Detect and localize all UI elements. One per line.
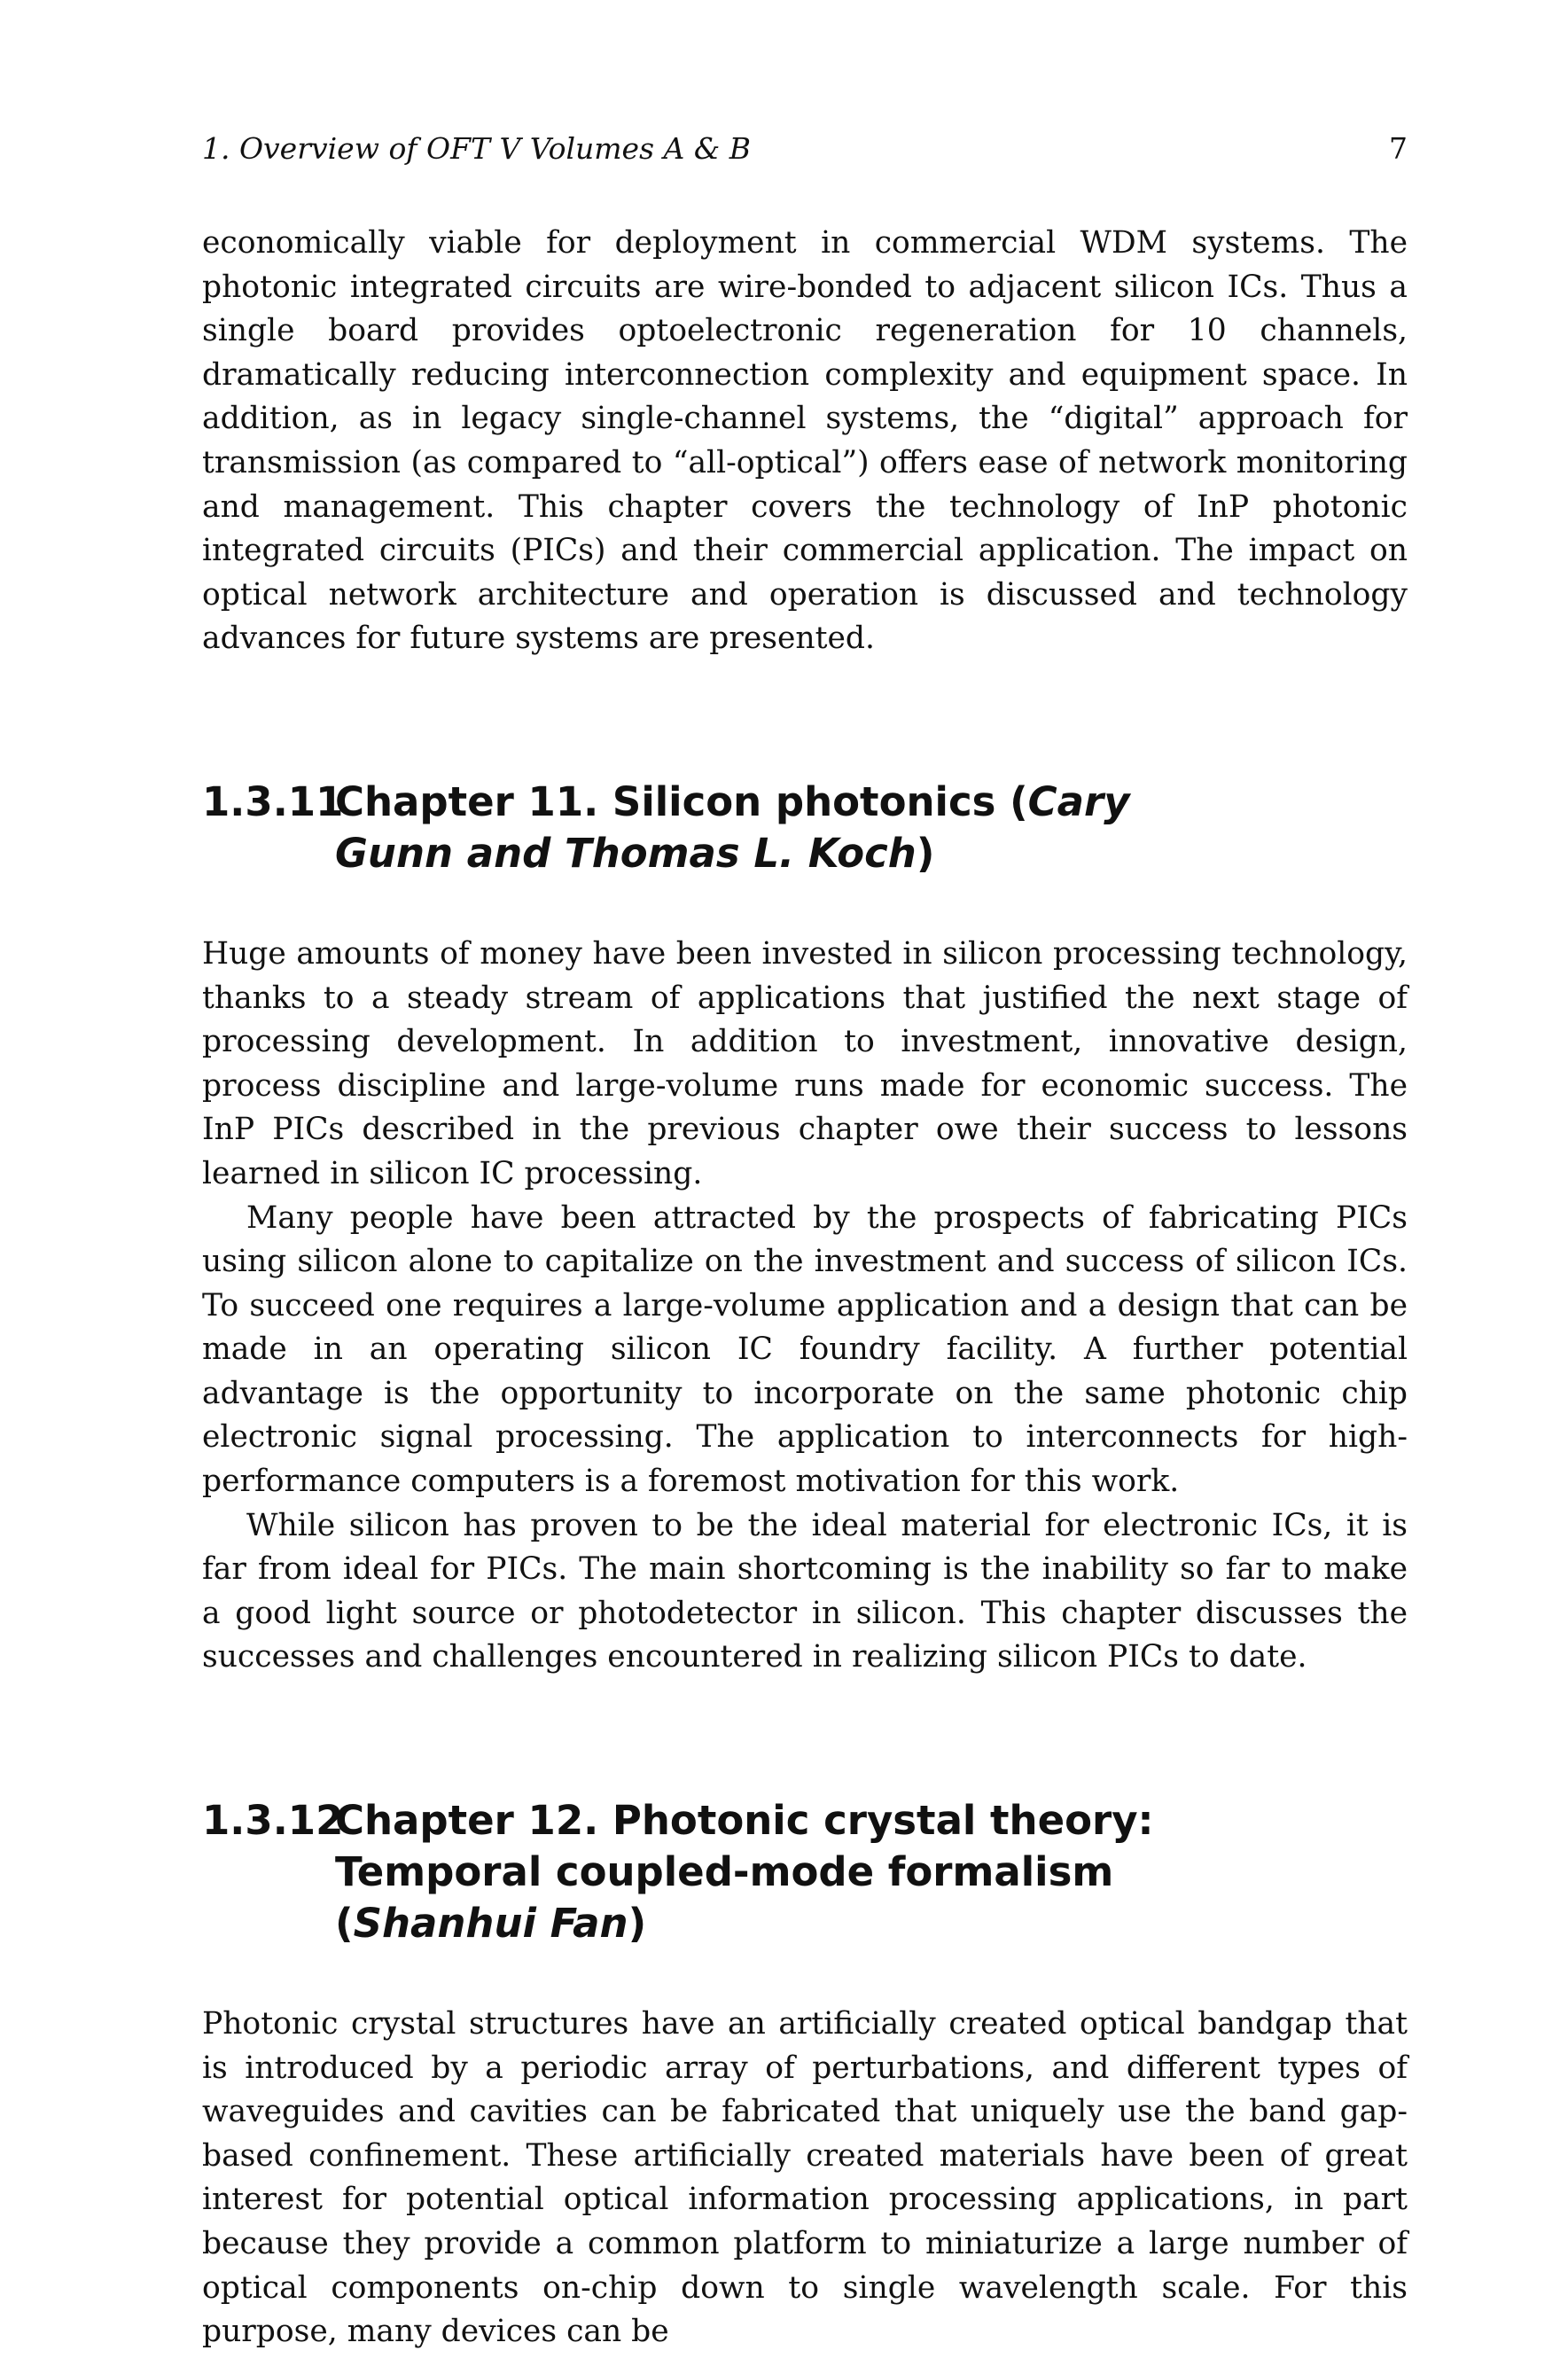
section-title (335, 777, 1408, 879)
paragraph: Many people have been attracted by the prospects of fabricating PICs using silicon alone to capitalize on the investment and success of silicon ICs. To succeed one requires a large-volume application and a design that can be made in an operating silicon IC foundry facility. A further potential advantage is the opportunity to incorporate on the same photonic chip electronic signal processing. The application to interconnects for high-performance computers is a foremost motivation for this work. (202, 1199, 1408, 1500)
paragraph: Photonic crystal structures have an artificially created optical bandgap that is introduced by a periodic array of perturbations, and different types of waveguides and cavities can be fabricated that uniquely use the band gap-based confinement. These artificially created materials have been of great interest for potential optical information processing applications, in part because they provide a common platform to miniaturize a large number of optical components on-chip down to single wavelength scale. For this purpose, many devices can be (202, 2006, 1408, 2350)
section-title (335, 1795, 1408, 1949)
book-page (202, 129, 1408, 2354)
section-title-close: ) (628, 1900, 647, 1948)
section-heading-1311 (202, 777, 1408, 879)
section-number: 1.3.11 (202, 777, 344, 825)
section-title-text: Chapter 11. Silicon photonics ( (335, 777, 1028, 825)
running-header (202, 129, 1408, 168)
paragraph: Huge amounts of money have been invested in silicon processing technology, thanks to a steady stream of applications that justified the next stage of processing development. In addition to investment, innovative design, process discipline and large-volume runs made for economic success. The InP PICs described in the previous chapter owe their success to lessons learned in silicon IC processing. (202, 935, 1408, 1191)
section-title-close: ) (916, 829, 935, 877)
paragraph: While silicon has proven to be the ideal material for electronic ICs, it is far from ideal for PICs. The main shortcoming is the inability so far to make a good light source or photodetector in silicon. This chapter discusses the successes and challenges encountered in realizing silicon PICs to date. (202, 1507, 1408, 1675)
section-title-text: Chapter 12. Photonic crystal theory: Temporal coupled-mode formalism ( (335, 1797, 1154, 1948)
page-number: 7 (1389, 131, 1408, 166)
section-authors: Cary Gunn and Thomas L. Koch (335, 777, 1130, 877)
section-authors: Shanhui Fan (353, 1900, 628, 1948)
section-number: 1.3.12 (202, 1797, 344, 1845)
running-title: 1. Overview of OFT V Volumes A & B (202, 131, 751, 166)
intro-paragraph: economically viable for deployment in commercial WDM systems. The photonic integrated circuits are wire-bonded to adjacent silicon ICs. Thus a single board provides optoelectronic regeneration for 10 channels, dramatically reducing interconnection complexity and equipment space. In addition, as in legacy single-channel systems, the “digital” approach for transmission (as compared to “all-optical”) offers ease of network monitoring and management. This chapter covers the technology of InP photonic integrated circuits (PICs) and their commercial application. The impact on optical network architecture and operation is discussed and technology advances for future systems are presented. (202, 225, 1408, 657)
section-heading-1312 (202, 1795, 1408, 1949)
